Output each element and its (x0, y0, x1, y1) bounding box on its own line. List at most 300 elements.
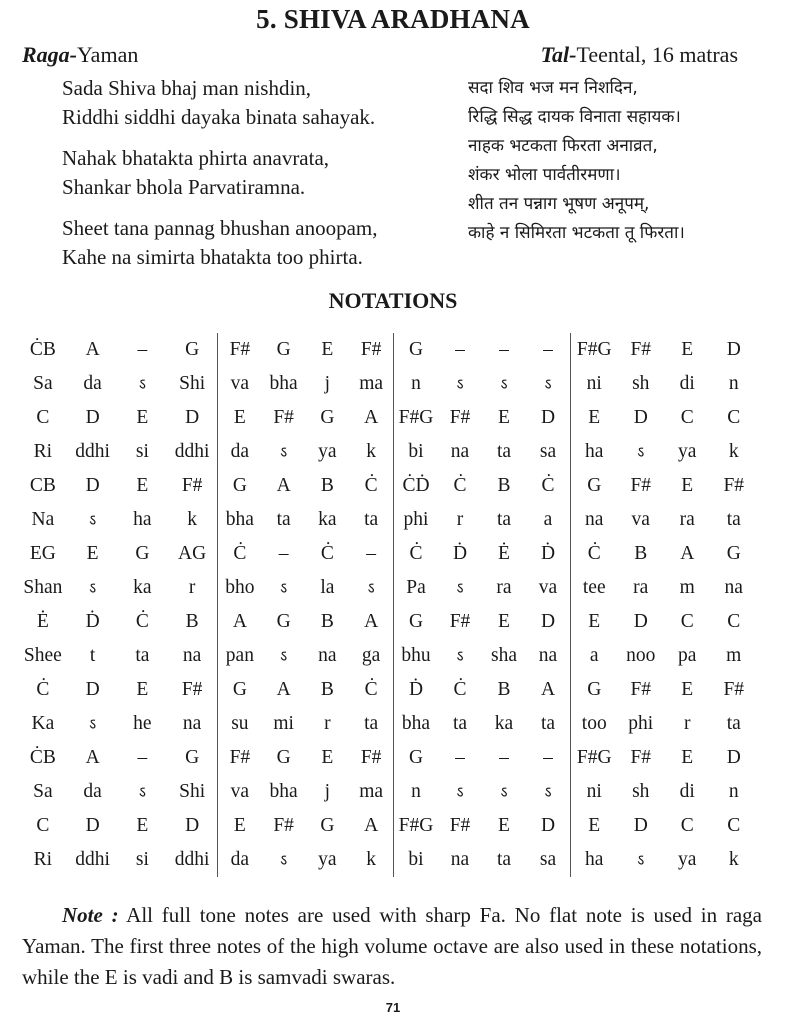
note-cell: Ḋ (408, 679, 424, 700)
syllable-cell: Pa (406, 577, 426, 598)
note-cell: A (540, 679, 556, 700)
note-cell: E (498, 815, 510, 836)
note-cell: D (726, 339, 741, 360)
note-cell: F# (273, 407, 294, 428)
note-cell: G (726, 543, 741, 564)
note-cell: – (543, 339, 553, 360)
note-cell: D (633, 407, 648, 428)
note-cell: ĊḊ (402, 475, 430, 496)
note-cell: E (136, 679, 149, 700)
note-cell: C (680, 407, 694, 428)
syllable-cell: va (230, 373, 250, 394)
vibhag-group (18, 333, 217, 367)
hindi-line: शंकर भोला पार्वतीरमणा। (468, 165, 621, 185)
syllable-cell: Shi (179, 373, 206, 394)
vibhag-group (393, 333, 570, 367)
syllable-cell: si (135, 849, 149, 870)
note-cell: D (540, 407, 556, 428)
vibhag-group (393, 537, 570, 571)
syllable-cell: ya (678, 849, 697, 870)
syllable-cell: ka (133, 577, 152, 598)
syllable-cell: va (230, 781, 250, 802)
vibhag-group (217, 435, 393, 469)
note-cell: F# (181, 475, 203, 496)
syllable-cell: ta (496, 509, 512, 530)
note-cell: Ċ (135, 611, 149, 632)
syllable-cell: Sa (33, 373, 53, 394)
hindi-line: रिद्धि सिद्ध दायक विनाता सहायक। (468, 107, 681, 127)
note-cell: D (726, 747, 741, 768)
syllable-cell: k (366, 849, 376, 870)
vibhag-group (393, 775, 570, 809)
note-cell: F# (360, 339, 382, 360)
raga-label: Raga- (22, 42, 77, 67)
syllable-cell: ऽ (280, 445, 288, 461)
note-cell: D (633, 815, 648, 836)
syllable-cell: ka (494, 713, 514, 734)
note-cell: D (540, 611, 556, 632)
vibhag-group (393, 639, 570, 673)
note-cell: F#G (398, 815, 434, 836)
syllable-cell: n (728, 373, 739, 394)
syllable-cell: ta (726, 713, 741, 734)
note-cell: E (498, 407, 510, 428)
note-cell: AG (178, 543, 207, 564)
syllable-cell: va (631, 509, 650, 530)
note-cell: E (233, 815, 246, 836)
vibhag-group (570, 707, 757, 741)
note-cell: E (136, 815, 149, 836)
syllable-cell: sa (539, 849, 557, 870)
note-cell: F# (630, 747, 652, 768)
note-cell: B (320, 679, 334, 700)
syllable-cell: r (456, 509, 464, 530)
syllable-cell: ऽ (500, 785, 508, 801)
vibhag-group (393, 435, 570, 469)
syllable-cell: ta (364, 713, 379, 734)
syllable-cell: ka (318, 509, 337, 530)
note-cell: B (497, 475, 511, 496)
syllable-cell: ni (586, 373, 602, 394)
notes-row (18, 333, 758, 367)
vibhag-group (217, 843, 393, 877)
syllable-cell: r (684, 713, 691, 734)
vibhag-group (18, 673, 217, 707)
note-cell: Ė (36, 611, 49, 632)
vibhag-group (570, 537, 757, 571)
vibhag-group (18, 537, 217, 571)
lyrics-row (18, 571, 758, 605)
note-cell: F# (723, 475, 745, 496)
notes-row (18, 401, 758, 435)
vibhag-group (18, 809, 217, 843)
note-cell: F# (229, 339, 251, 360)
syllable-cell: ta (540, 713, 556, 734)
syllable-cell: r (324, 713, 331, 734)
hindi-line: सदा शिव भज मन निशदिन, (468, 78, 638, 98)
syllable-cell: ra (679, 509, 695, 530)
note-cell: F#G (398, 407, 434, 428)
vibhag-group (570, 333, 757, 367)
syllable-cell: ऽ (456, 377, 464, 393)
note-cell: E (321, 747, 334, 768)
syllable-cell: ha (133, 509, 152, 530)
syllable-cell: na (538, 645, 558, 666)
note-cell: D (85, 679, 100, 700)
note-cell: – (278, 543, 289, 564)
vibhag-group (570, 605, 757, 639)
note-cell: D (85, 407, 100, 428)
note-cell: E (588, 407, 601, 428)
note-cell: Ċ (409, 543, 423, 564)
syllable-cell: m (679, 577, 695, 598)
note-cell: E (136, 407, 149, 428)
syllable-cell: ऽ (456, 581, 464, 597)
note-cell: F# (229, 747, 251, 768)
syllable-cell: k (366, 441, 376, 462)
syllable-cell: ra (496, 577, 512, 598)
stanza (62, 74, 378, 132)
syllable-cell: bha (269, 373, 298, 394)
syllable-cell: na (450, 849, 470, 870)
syllable-cell: ऽ (280, 649, 288, 665)
syllable-cell: bhu (401, 645, 431, 666)
syllable-cell: ऽ (544, 377, 552, 393)
syllable-cell: da (230, 441, 250, 462)
vibhag-group (393, 741, 570, 775)
vibhag-group (217, 503, 393, 537)
syllable-cell: si (135, 441, 149, 462)
note-cell: C (727, 815, 741, 836)
note-cell: Ċ (233, 543, 247, 564)
syllable-cell: Ka (31, 713, 55, 734)
vibhag-group (217, 673, 393, 707)
note-cell: – (366, 543, 376, 564)
syllable-cell: r (188, 577, 196, 598)
note-cell: – (543, 747, 553, 768)
syllable-cell: bha (225, 509, 254, 530)
syllable-cell: Na (31, 509, 55, 530)
vibhag-group (393, 605, 570, 639)
note-cell: Ċ (36, 679, 50, 700)
syllable-cell: ऽ (637, 853, 645, 869)
vibhag-group (18, 707, 217, 741)
syllable-cell: ऽ (280, 853, 288, 869)
syllable-cell: too (581, 713, 607, 734)
note-cell: F# (630, 475, 652, 496)
syllable-cell: sha (491, 645, 517, 666)
note-cell: D (185, 815, 200, 836)
lyrics-row (18, 843, 758, 877)
vibhag-group (393, 401, 570, 435)
notes-row (18, 809, 758, 843)
lyrics-row (18, 435, 758, 469)
vibhag-group (217, 333, 393, 367)
lyric-line: Kahe na simirta bhatakta too phirta. (62, 245, 363, 269)
syllable-cell: k (728, 441, 739, 462)
syllable-cell: n (411, 781, 421, 802)
syllable-cell: ऽ (544, 785, 552, 801)
syllable-cell: k (728, 849, 739, 870)
syllable-cell: Shee (23, 645, 62, 666)
vibhag-group (570, 775, 757, 809)
note-cell: – (137, 339, 148, 360)
syllable-cell: pan (225, 645, 254, 666)
note-cell: A (364, 611, 379, 632)
note-cell: – (137, 747, 148, 768)
vibhag-group (217, 537, 393, 571)
note-cell: Ċ (364, 475, 378, 496)
tal-label: Tal- (540, 42, 577, 67)
note-cell: B (634, 543, 648, 564)
note-cell: CB (29, 475, 56, 496)
syllable-cell: noo (626, 645, 656, 666)
syllable-cell: Shan (23, 577, 63, 598)
syllable-cell: ma (359, 781, 384, 802)
syllable-cell: phi (403, 509, 429, 530)
syllable-cell: di (679, 373, 695, 394)
note-cell: G (232, 679, 247, 700)
vibhag-group (18, 605, 217, 639)
note-cell: F# (723, 679, 745, 700)
syllable-cell: bha (269, 781, 298, 802)
syllable-cell: bha (401, 713, 431, 734)
note-cell: G (135, 543, 150, 564)
note-cell: G (320, 815, 335, 836)
vibhag-group (570, 809, 757, 843)
note-cell: – (455, 339, 465, 360)
stanza (62, 144, 378, 202)
note-cell: A (276, 475, 291, 496)
vibhag-group (18, 401, 217, 435)
raga-info (22, 42, 138, 68)
syllable-cell: Shi (179, 781, 206, 802)
syllable-cell: da (83, 781, 102, 802)
note-cell: C (36, 407, 50, 428)
syllable-cell: Ri (33, 441, 53, 462)
syllable-cell: Ri (33, 849, 53, 870)
syllable-cell: da (230, 849, 250, 870)
notes-row (18, 537, 758, 571)
syllable-cell: ha (585, 441, 604, 462)
syllable-cell: ऽ (456, 649, 464, 665)
note-cell: F# (630, 339, 652, 360)
syllable-cell: a (589, 645, 599, 666)
page-title: 5. SHIVA ARADHANA (256, 4, 530, 34)
vibhag-group (393, 469, 570, 503)
vibhag-group (393, 707, 570, 741)
note-cell: F# (630, 679, 652, 700)
note-cell: E (498, 611, 510, 632)
note-cell: F# (273, 815, 294, 836)
syllable-cell: ya (678, 441, 697, 462)
note-cell: Ċ (364, 679, 378, 700)
note-text: All full tone notes are used with sharp Fa. No flat note is used in raga Yaman. The first three notes of the high volume octave are also used in these notations, while the E is vadi and B is samvadi swaras. (22, 903, 762, 989)
note-cell: C (680, 815, 694, 836)
syllable-cell: na (318, 645, 337, 666)
note-cell: G (408, 747, 424, 768)
vibhag-group (393, 673, 570, 707)
vibhag-group (18, 843, 217, 877)
note-cell: G (185, 747, 200, 768)
vibhag-group (18, 639, 217, 673)
syllable-cell: ऽ (637, 445, 645, 461)
lyrics-row (18, 367, 758, 401)
syllable-cell: su (231, 713, 249, 734)
syllable-cell: ya (318, 849, 337, 870)
syllable-cell: n (728, 781, 739, 802)
lyric-line: Sheet tana pannag bhushan anoopam, (62, 216, 378, 240)
vibhag-group (570, 503, 757, 537)
note-cell: F# (449, 815, 471, 836)
syllable-cell: pa (678, 645, 697, 666)
syllable-cell: ta (452, 713, 468, 734)
vibhag-group (570, 435, 757, 469)
note-cell: E (588, 611, 601, 632)
note-cell: Ċ (453, 475, 467, 496)
syllable-cell: ga (361, 645, 381, 666)
vibhag-group (18, 571, 217, 605)
syllable-cell: sh (632, 781, 650, 802)
syllable-cell: ta (496, 441, 512, 462)
note-cell: G (276, 747, 291, 768)
note-cell: E (681, 747, 694, 768)
vibhag-group (570, 843, 757, 877)
vibhag-group (570, 571, 757, 605)
lyric-line: Sada Shiva bhaj man nishdin, (62, 76, 312, 100)
vibhag-group (393, 367, 570, 401)
note-cell: Ė (498, 543, 510, 564)
note-cell: E (681, 475, 694, 496)
syllable-cell: la (320, 577, 335, 598)
note-cell: EG (29, 543, 56, 564)
hindi-line: नाहक भटकता फिरता अनाव्रत, (468, 136, 658, 156)
note-cell: – (499, 339, 509, 360)
vibhag-group (570, 367, 757, 401)
syllable-cell: t (89, 645, 96, 666)
note-cell: E (681, 679, 694, 700)
note-cell: C (680, 611, 694, 632)
note-cell: A (85, 747, 100, 768)
note-cell: Ċ (541, 475, 555, 496)
note-cell: C (727, 407, 741, 428)
note-cell: B (497, 679, 511, 700)
lyric-line: Riddhi siddhi dayaka binata sahayak. (62, 105, 376, 129)
note-cell: G (408, 339, 424, 360)
note-cell: F# (360, 747, 382, 768)
syllable-cell: j (324, 781, 331, 802)
syllable-cell: ddhi (75, 849, 110, 870)
note-cell: G (587, 475, 602, 496)
syllable-cell: na (450, 441, 470, 462)
vibhag-group (393, 809, 570, 843)
stanza (62, 214, 378, 272)
syllable-cell: bi (408, 849, 424, 870)
syllable-cell: ऽ (500, 377, 508, 393)
syllable-cell: phi (628, 713, 654, 734)
syllable-cell: ra (633, 577, 649, 598)
syllable-cell: ऽ (138, 785, 146, 801)
note-cell: ĊB (29, 747, 56, 768)
note-cell: G (232, 475, 247, 496)
vibhag-group (18, 435, 217, 469)
syllable-cell: ha (585, 849, 604, 870)
note-cell: E (588, 815, 601, 836)
notes-row (18, 673, 758, 707)
syllable-cell: na (182, 713, 202, 734)
vibhag-group (18, 741, 217, 775)
syllable-cell: ऽ (456, 785, 464, 801)
note-cell: B (320, 475, 334, 496)
vibhag-group (217, 707, 393, 741)
lyrics-hindi (468, 74, 685, 248)
note-cell: F#G (576, 747, 612, 768)
syllable-cell: ma (359, 373, 384, 394)
note-cell: Ċ (587, 543, 601, 564)
syllable-cell: j (324, 373, 331, 394)
vibhag-group (570, 469, 757, 503)
note-cell: D (85, 815, 100, 836)
syllable-cell: he (133, 713, 152, 734)
vibhag-group (570, 639, 757, 673)
lyric-line: Shankar bhola Parvatiramna. (62, 175, 306, 199)
note-cell: Ḋ (85, 611, 100, 632)
note-cell: Ċ (453, 679, 467, 700)
note-paragraph (22, 900, 762, 993)
note-cell: G (276, 611, 291, 632)
notes-row (18, 469, 758, 503)
syllable-cell: bi (408, 441, 424, 462)
note-cell: A (232, 611, 247, 632)
note-cell: G (587, 679, 602, 700)
vibhag-group (18, 469, 217, 503)
hindi-line: काहे न सिमिरता भटकता तू फिरता। (468, 223, 685, 243)
vibhag-group (570, 401, 757, 435)
syllable-cell: ऽ (280, 581, 288, 597)
note-cell: A (364, 815, 379, 836)
note-cell: Ḋ (452, 543, 468, 564)
note-cell: Ċ (320, 543, 334, 564)
lyric-line: Nahak bhatakta phirta anavrata, (62, 146, 330, 170)
note-cell: G (320, 407, 335, 428)
syllable-cell: Sa (33, 781, 53, 802)
notes-row (18, 741, 758, 775)
syllable-cell: ddhi (174, 441, 210, 462)
vibhag-group (217, 469, 393, 503)
lyrics-english (62, 74, 378, 284)
note-cell: E (136, 475, 149, 496)
note-cell: F# (449, 407, 471, 428)
note-cell: – (455, 747, 465, 768)
syllable-cell: sa (539, 441, 557, 462)
vibhag-group (393, 503, 570, 537)
note-cell: D (185, 407, 200, 428)
lyrics-row (18, 639, 758, 673)
syllable-cell: ऽ (89, 717, 97, 733)
vibhag-group (393, 843, 570, 877)
syllable-cell: da (83, 373, 102, 394)
syllable-cell: na (182, 645, 202, 666)
syllable-cell: tee (582, 577, 606, 598)
hindi-line: शीत तन पन्नाग भूषण अनूपम्, (468, 194, 650, 214)
note-cell: A (680, 543, 695, 564)
syllable-cell: mi (273, 713, 294, 734)
note-cell: D (540, 815, 556, 836)
note-cell: G (185, 339, 200, 360)
tal-info (541, 42, 738, 68)
note-cell: B (185, 611, 199, 632)
vibhag-group (217, 741, 393, 775)
